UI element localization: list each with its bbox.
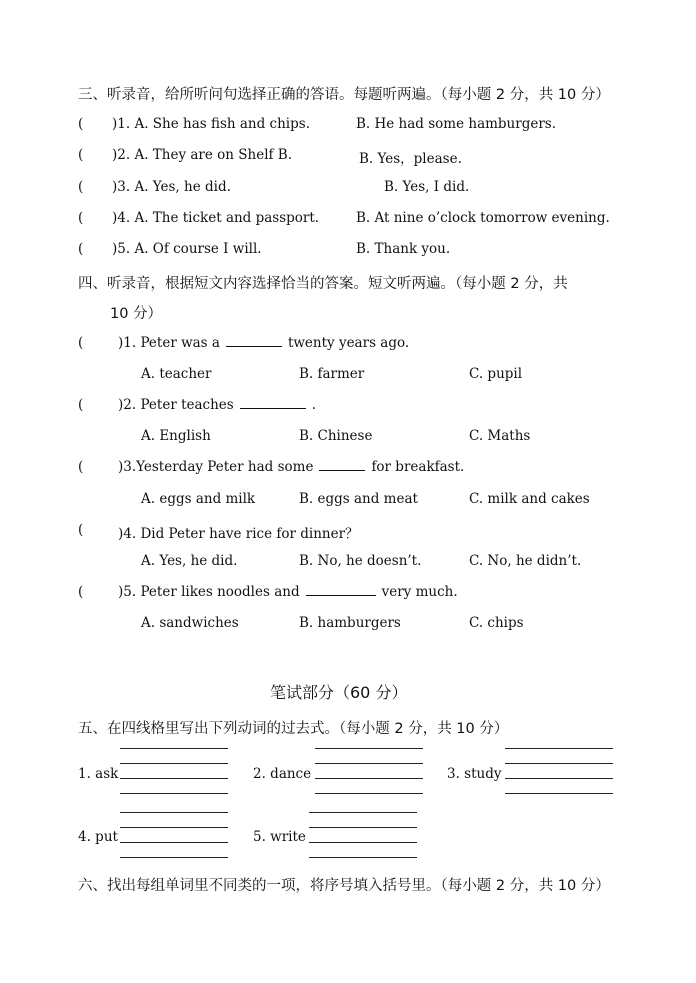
answer-paren[interactable]: (	[78, 522, 84, 538]
word-label: 1. ask	[78, 766, 119, 782]
question-option-b: B. At nine o’clock tomorrow evening.	[356, 210, 610, 226]
option-a: A. English	[141, 428, 211, 444]
answer-blank[interactable]	[240, 397, 306, 409]
answer-blank[interactable]	[226, 335, 282, 347]
section6-heading: 六、找出每组单词里不同类的一项，将序号填入括号里。（每小题 2 分，共 10 分）	[78, 878, 610, 894]
answer-paren[interactable]: (	[78, 335, 84, 351]
section4-heading-cont: 10 分）	[110, 306, 163, 322]
question-text: )2. Peter teaches .	[118, 397, 316, 413]
question-text: )4. Did Peter have rice for dinner？	[118, 526, 359, 542]
answer-paren[interactable]: (	[78, 459, 84, 475]
option-c: C. pupil	[469, 366, 523, 382]
option-c: C. Maths	[469, 428, 531, 444]
question-text: )5. Peter likes noodles and very much.	[118, 584, 458, 600]
section3-heading: 三、听录音，给所听问句选择正确的答语。每题听两遍。（每小题 2 分，共 10 分）	[78, 87, 610, 103]
four-line-grid[interactable]	[120, 748, 228, 794]
option-a: A. sandwiches	[141, 615, 239, 631]
option-c: C. chips	[469, 615, 524, 631]
question-text: )1. Peter was a twenty years ago.	[118, 335, 410, 351]
written-section-title: 笔试部分（60 分）	[270, 683, 408, 702]
four-line-grid[interactable]	[315, 748, 423, 794]
question-option-b: B. He had some hamburgers.	[356, 116, 557, 132]
answer-blank[interactable]	[306, 584, 376, 596]
question-option-a: )4. A. The ticket and passport.	[112, 210, 320, 226]
answer-paren[interactable]: (	[78, 179, 84, 195]
four-line-grid[interactable]	[309, 812, 417, 858]
question-option-a: )5. A. Of course I will.	[112, 241, 262, 257]
question-option-a: )1. A. She has fish and chips.	[112, 116, 310, 132]
option-b: B. eggs and meat	[299, 491, 418, 507]
answer-blank[interactable]	[319, 459, 365, 471]
option-c: C. No, he didn’t.	[469, 553, 582, 569]
option-b: B. farmer	[299, 366, 365, 382]
question-option-b: B. Yes, I did.	[384, 179, 470, 195]
question-option-a: )3. A. Yes, he did.	[112, 179, 231, 195]
option-a: A. teacher	[141, 366, 212, 382]
question-option-b: B. Yes，please.	[359, 151, 462, 167]
answer-paren[interactable]: (	[78, 584, 84, 600]
option-c: C. milk and cakes	[469, 491, 590, 507]
word-label: 2. dance	[253, 766, 312, 782]
question-option-a: )2. A. They are on Shelf B.	[112, 147, 293, 163]
option-b: B. hamburgers	[299, 615, 401, 631]
option-a: A. Yes, he did.	[141, 553, 238, 569]
answer-paren[interactable]: (	[78, 397, 84, 413]
option-b: B. No, he doesn’t.	[299, 553, 422, 569]
word-label: 3. study	[447, 766, 502, 782]
four-line-grid[interactable]	[505, 748, 613, 794]
question-option-b: B. Thank you.	[356, 241, 451, 257]
option-b: B. Chinese	[299, 428, 373, 444]
section5-heading: 五、在四线格里写出下列动词的过去式。（每小题 2 分，共 10 分）	[78, 721, 509, 737]
four-line-grid[interactable]	[120, 812, 228, 858]
option-a: A. eggs and milk	[141, 491, 256, 507]
answer-paren[interactable]: (	[78, 147, 84, 163]
word-label: 4. put	[78, 829, 118, 845]
answer-paren[interactable]: (	[78, 241, 84, 257]
section4-heading: 四、听录音，根据短文内容选择恰当的答案。短文听两遍。（每小题 2 分，共	[78, 276, 568, 292]
question-text: )3.Yesterday Peter had some for breakfast.	[118, 459, 465, 475]
answer-paren[interactable]: (	[78, 116, 84, 132]
answer-paren[interactable]: (	[78, 210, 84, 226]
word-label: 5. write	[253, 829, 306, 845]
